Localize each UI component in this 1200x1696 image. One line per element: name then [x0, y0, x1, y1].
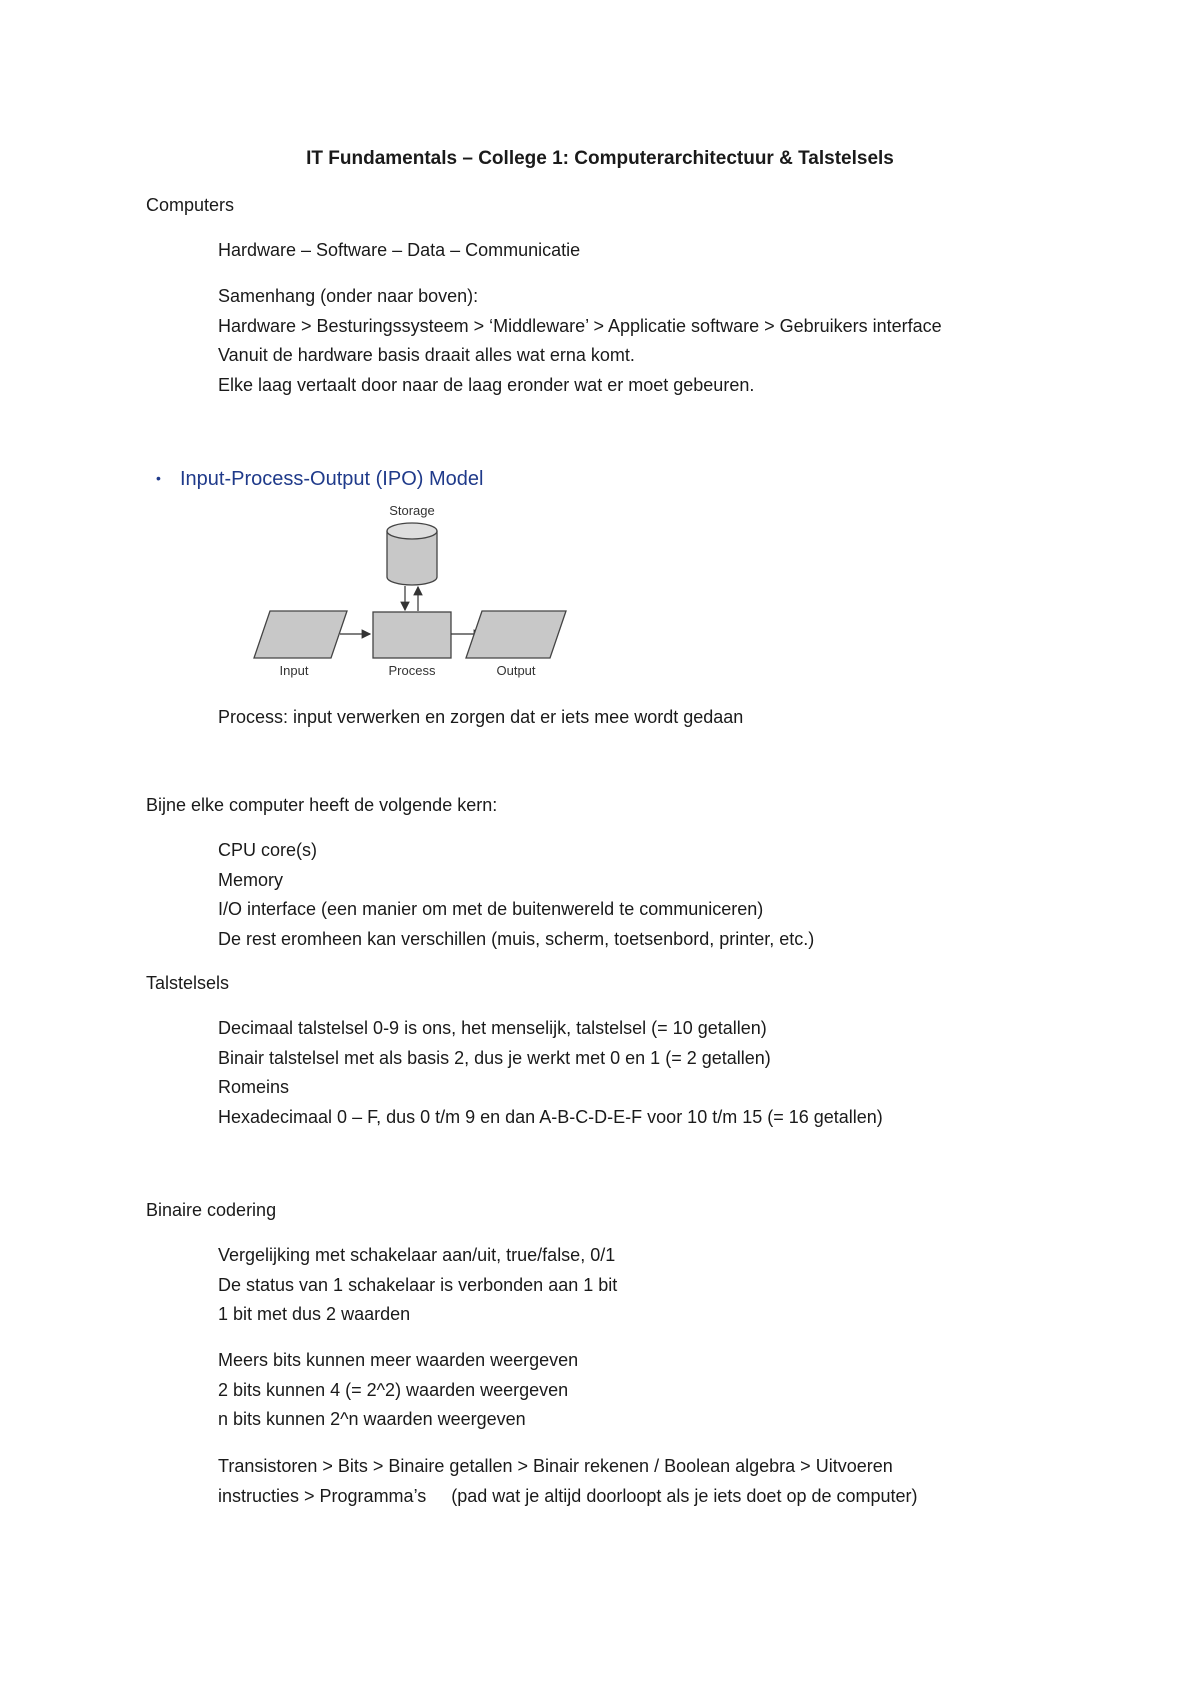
layers-line: Samenhang (onder naar boven): [218, 286, 479, 306]
components-line: Hardware – Software – Data – Communicatie [218, 240, 581, 260]
binair-line: instructies > Programma’s (pad wat je altijd doorloopt als je iets doet op de computer) [218, 1485, 918, 1506]
binair-line: Transistoren > Bits > Binaire getallen > Binair rekenen / Boolean algebra > Uitvoeren [218, 1456, 893, 1476]
heading-talstelsels: Talstelsels [146, 973, 230, 993]
kern-item: De rest eromheen kan verschillen (muis, scherm, toetsenbord, printer, etc.) [218, 928, 815, 949]
binair-line: Meers bits kunnen meer waarden weergeven [218, 1350, 579, 1370]
binair-line: n bits kunnen 2^n waarden weergeven [218, 1409, 526, 1429]
binair-line: 2 bits kunnen 4 (= 2^2) waarden weergeven [218, 1379, 569, 1400]
output-label: Output [496, 663, 536, 678]
heading-binaire-codering: Binaire codering [146, 1200, 277, 1220]
output-parallelogram-icon [466, 611, 566, 658]
storage-cylinder-icon [387, 523, 437, 585]
binair-line: 1 bit met dus 2 waarden [218, 1304, 411, 1324]
input-label: Input [279, 663, 309, 678]
kern-item: Memory [218, 869, 284, 890]
heading-kern: Bijne elke computer heeft de volgende kern: [146, 795, 498, 815]
talstelsel-item: Hexadecimaal 0 – F, dus 0 t/m 9 en dan A-B-C-D-E-F voor 10 t/m 15 (= 16 getallen) [218, 1106, 883, 1127]
computers-layers [218, 282, 942, 400]
talstelsel-item: Decimaal talstelsel 0-9 is ons, het menselijk, talstelsel (= 10 getallen) [218, 1018, 767, 1038]
ipo-process-note [218, 703, 743, 733]
binair-group-1 [218, 1241, 617, 1330]
input-parallelogram-icon [254, 611, 347, 658]
talstelsel-item: Binair talstelsel met als basis 2, dus je werkt met 0 en 1 (= 2 getallen) [218, 1047, 771, 1068]
layers-line: Hardware > Besturingssysteem > ‘Middleware’ > Applicatie software > Gebruikers interface [218, 315, 942, 336]
ipo-title-text: Input-Process-Output (IPO) Model [180, 468, 484, 490]
talstelsel-item: Romeins [218, 1077, 290, 1097]
bullet-icon: • [156, 469, 161, 486]
computers-components [218, 236, 580, 266]
storage-label: Storage [389, 503, 435, 518]
binair-line: Vergelijking met schakelaar aan/uit, true/false, 0/1 [218, 1245, 616, 1265]
binair-line: De status van 1 schakelaar is verbonden aan 1 bit [218, 1274, 618, 1295]
kern-item: I/O interface (een manier om met de buitenwereld te communiceren) [218, 899, 764, 919]
process-rect-icon [373, 612, 451, 658]
talstelsels-list [218, 1014, 883, 1132]
kern-item: CPU core(s) [218, 840, 318, 860]
heading-computers: Computers [146, 195, 235, 215]
ipo-diagram [250, 500, 590, 690]
ipo-model-title [156, 468, 483, 491]
kern-list [218, 836, 814, 954]
binair-group-2 [218, 1346, 578, 1435]
document-title: IT Fundamentals – College 1: Computerarchitectuur & Talstelsels [306, 148, 894, 169]
binair-group-3 [218, 1452, 918, 1511]
process-note-line: Process: input verwerken en zorgen dat er iets mee wordt gedaan [218, 707, 744, 727]
layers-line: Elke laag vertaalt door naar de laag eronder wat er moet gebeuren. [218, 374, 755, 395]
layers-line: Vanuit de hardware basis draait alles wat erna komt. [218, 345, 635, 365]
process-label: Process [388, 663, 436, 678]
